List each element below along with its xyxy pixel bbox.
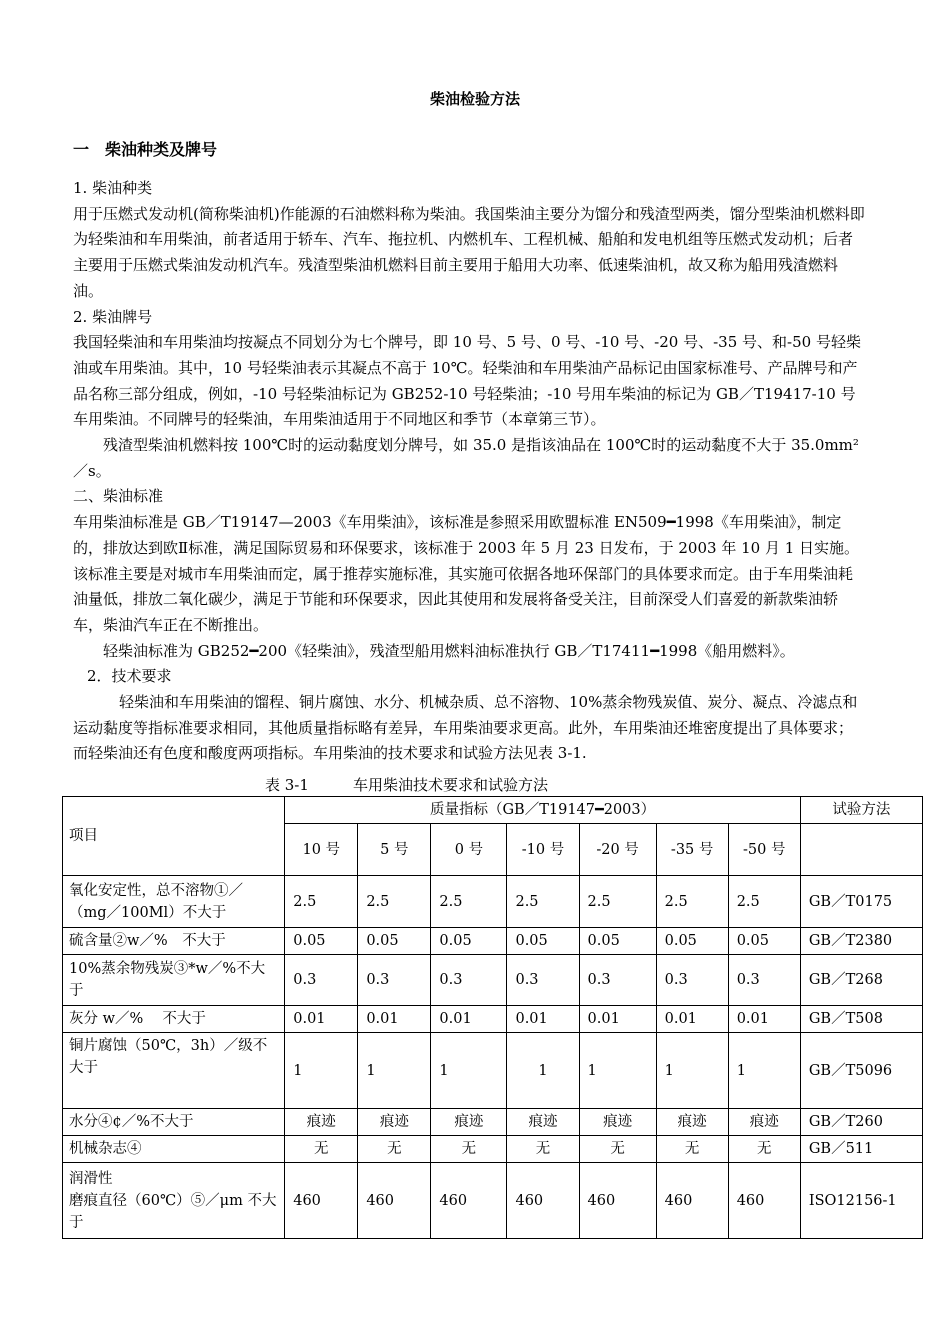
- header-quality-index: 质量指标（GB／T19147━2003）: [285, 797, 801, 824]
- method-cell: GB／T508: [800, 1006, 922, 1033]
- subheading-technical-requirements: 2．技术要求: [87, 667, 172, 686]
- value-cell: 460: [656, 1163, 728, 1239]
- header-test-method: 试验方法: [800, 797, 922, 824]
- value-cell: 0.05: [579, 928, 656, 955]
- method-cell: GB／T268: [800, 955, 922, 1006]
- paragraph-diesel-types: 用于压燃式发动机(简称柴油机)作能源的石油燃料称为柴油。我国柴油主要分为馏分和残渣型两类，馏分型柴油机燃料即为轻柴油和车用柴油，前者适用于轿车、汽车、拖拉机、内燃机车、工程机械、船舶和发电机组等压燃式发动机；后者主要用于压燃式柴油发动机汽车。残渣型柴油机燃料目前主要用于船用大功率、低速柴油机，故又称为船用残渣燃料油。: [73, 204, 865, 300]
- method-cell: GB／T5096: [800, 1033, 922, 1109]
- table-row: [63, 1006, 923, 1033]
- subheading-diesel-types: 1. 柴油种类: [73, 179, 153, 197]
- row-item: 灰分 w／% 不大于: [63, 1006, 285, 1033]
- value-cell: 460: [728, 1163, 800, 1239]
- subheading-diesel-standards: 二、柴油标准: [73, 487, 164, 506]
- value-cell: 1: [507, 1033, 579, 1109]
- value-cell: 0.3: [656, 955, 728, 1006]
- table-header-row: [63, 797, 923, 824]
- value-cell: 0.01: [656, 1006, 728, 1033]
- value-cell: 0.05: [728, 928, 800, 955]
- value-cell: 0.05: [507, 928, 579, 955]
- value-cell: 2.5: [507, 876, 579, 928]
- document-title: 柴油检验方法: [429, 90, 520, 108]
- row-item: 水分④¢／%不大于: [63, 1109, 285, 1136]
- value-cell: 痕迹: [507, 1109, 579, 1136]
- value-cell: 0.3: [285, 955, 358, 1006]
- value-cell: 1: [579, 1033, 656, 1109]
- grade-cell: 0 号: [431, 824, 507, 876]
- grade-cell: -20 号: [579, 824, 656, 876]
- value-cell: 460: [431, 1163, 507, 1239]
- value-cell: 痕迹: [728, 1109, 800, 1136]
- header-item: 项目: [63, 797, 285, 876]
- table-row: [63, 1033, 923, 1109]
- table-number: 表 3-1: [265, 776, 309, 794]
- value-cell: 2.5: [358, 876, 431, 928]
- value-cell: 1: [431, 1033, 507, 1109]
- paragraph-vehicle-diesel-standard: 车用柴油标准是 GB／T19147—2003《车用柴油》，该标准是参照采用欧盟标准 EN509━1998《车用柴油》，制定的，排放达到欧Ⅱ标准，满足国际贸易和环保要求，该标准于 2003 年 5 月 23 日发布，于 2003 年 10 月 1 日实施。该标准主要是对城市车用柴油而定，属于推荐实施标准，其实施可依据各地环保部门的具体要求而定。由于车用柴油耗油量低，排放二氧化碳少，满足于节能和环保要求，因此其使用和发展将备受关注，目前深受人们喜爱的新款柴油轿车，柴油汽车正在不断推出。: [73, 513, 860, 634]
- value-cell: 1: [656, 1033, 728, 1109]
- value-cell: 460: [358, 1163, 431, 1239]
- value-cell: 痕迹: [656, 1109, 728, 1136]
- row-item: 硫含量②w／% 不大于: [63, 928, 285, 955]
- table-row: [63, 1163, 923, 1239]
- body-text: [73, 176, 865, 767]
- paragraph-residual-fuel: 残渣型柴油机燃料按 100℃时的运动黏度划分牌号，如 35.0 是指该油品在 100℃时的运动黏度不大于 35.0mm²／s。: [73, 436, 859, 480]
- table-row: [63, 928, 923, 955]
- paragraph-light-diesel-standard: 轻柴油标准为 GB252━200《轻柴油》，残渣型船用燃料油标准执行 GB／T17411━1998《船用燃料》。: [103, 641, 795, 660]
- method-cell: ISO12156-1: [800, 1163, 922, 1239]
- value-cell: 0.01: [431, 1006, 507, 1033]
- row-item: 10%蒸余物残炭③*w／%不大于: [63, 955, 285, 1006]
- value-cell: 0.3: [507, 955, 579, 1006]
- subheading-diesel-grades: 2. 柴油牌号: [73, 307, 153, 326]
- row-item: 润滑性 磨痕直径（60℃）⑤／μm 不大于: [63, 1163, 285, 1239]
- section-heading: [73, 137, 217, 160]
- value-cell: 痕迹: [358, 1109, 431, 1136]
- value-cell: 2.5: [656, 876, 728, 928]
- value-cell: 460: [579, 1163, 656, 1239]
- value-cell: 0.3: [579, 955, 656, 1006]
- table-row: [63, 876, 923, 928]
- table-row: [63, 955, 923, 1006]
- value-cell: 痕迹: [285, 1109, 358, 1136]
- value-cell: 0.3: [728, 955, 800, 1006]
- value-cell: 0.05: [358, 928, 431, 955]
- table-row: [63, 1136, 923, 1163]
- method-cell: GB／T2380: [800, 928, 922, 955]
- value-cell: 无: [285, 1136, 358, 1163]
- empty-cell: [800, 824, 922, 876]
- row-item: 机械杂志④: [63, 1136, 285, 1163]
- value-cell: 1: [358, 1033, 431, 1109]
- value-cell: 2.5: [728, 876, 800, 928]
- value-cell: 0.01: [285, 1006, 358, 1033]
- paragraph-technical-requirements: 轻柴油和车用柴油的馏程、铜片腐蚀、水分、机械杂质、总不溶物、10%蒸余物残炭值、炭分、凝点、冷滤点和运动黏度等指标准要求相同，其他质量指标略有差异，车用柴油要求更高。此外，车用柴油还堆密度提出了具体要求；而轻柴油还有色度和酸度两项指标。车用柴油的技术要求和试验方法见表 3-1.: [73, 693, 858, 763]
- section-number: 一: [73, 140, 90, 159]
- value-cell: 2.5: [579, 876, 656, 928]
- value-cell: 1: [285, 1033, 358, 1109]
- table-caption: [265, 774, 548, 795]
- section-title: 柴油种类及牌号: [105, 140, 218, 159]
- grade-cell: 5 号: [358, 824, 431, 876]
- value-cell: 2.5: [285, 876, 358, 928]
- value-cell: 无: [358, 1136, 431, 1163]
- value-cell: 0.01: [579, 1006, 656, 1033]
- value-cell: 痕迹: [431, 1109, 507, 1136]
- value-cell: 无: [579, 1136, 656, 1163]
- value-cell: 460: [507, 1163, 579, 1239]
- value-cell: 0.01: [507, 1006, 579, 1033]
- grade-cell: -10 号: [507, 824, 579, 876]
- value-cell: 0.05: [285, 928, 358, 955]
- value-cell: 0.05: [431, 928, 507, 955]
- row-item: 铜片腐蚀（50℃，3h）／级不大于: [63, 1033, 285, 1109]
- method-cell: GB／T0175: [800, 876, 922, 928]
- value-cell: 无: [656, 1136, 728, 1163]
- value-cell: 无: [507, 1136, 579, 1163]
- value-cell: 0.3: [431, 955, 507, 1006]
- value-cell: 1: [728, 1033, 800, 1109]
- value-cell: 无: [431, 1136, 507, 1163]
- value-cell: 痕迹: [579, 1109, 656, 1136]
- value-cell: 0.05: [656, 928, 728, 955]
- value-cell: 0.01: [728, 1006, 800, 1033]
- grade-cell: -50 号: [728, 824, 800, 876]
- value-cell: 0.3: [358, 955, 431, 1006]
- spec-table: [62, 796, 923, 1239]
- method-cell: GB／511: [800, 1136, 922, 1163]
- value-cell: 460: [285, 1163, 358, 1239]
- grade-cell: 10 号: [285, 824, 358, 876]
- grade-cell: -35 号: [656, 824, 728, 876]
- method-cell: GB／T260: [800, 1109, 922, 1136]
- value-cell: 2.5: [431, 876, 507, 928]
- table-row: [63, 1109, 923, 1136]
- row-item: 氧化安定性，总不溶物①／（mg／100Ml）不大于: [63, 876, 285, 928]
- value-cell: 0.01: [358, 1006, 431, 1033]
- paragraph-diesel-grades: 我国轻柴油和车用柴油均按凝点不同划分为七个牌号，即 10 号、5 号、0 号、-10 号、-20 号、-35 号、和-50 号轻柴油或车用柴油。其中，10 号轻柴油表示其凝点不高于 10℃。轻柴油和车用柴油产品标记由国家标准号、产品牌号和产品名称三部分组成，例如，-10 号轻柴油标记为 GB252-10 号轻柴油；-10 号用车柴油的标记为 GB／T19417-10 号车用柴油。不同牌号的轻柴油，车用柴油适用于不同地区和季节（本章第三节）。: [73, 333, 861, 429]
- table-title: 车用柴油技术要求和试验方法: [352, 776, 548, 794]
- value-cell: 无: [728, 1136, 800, 1163]
